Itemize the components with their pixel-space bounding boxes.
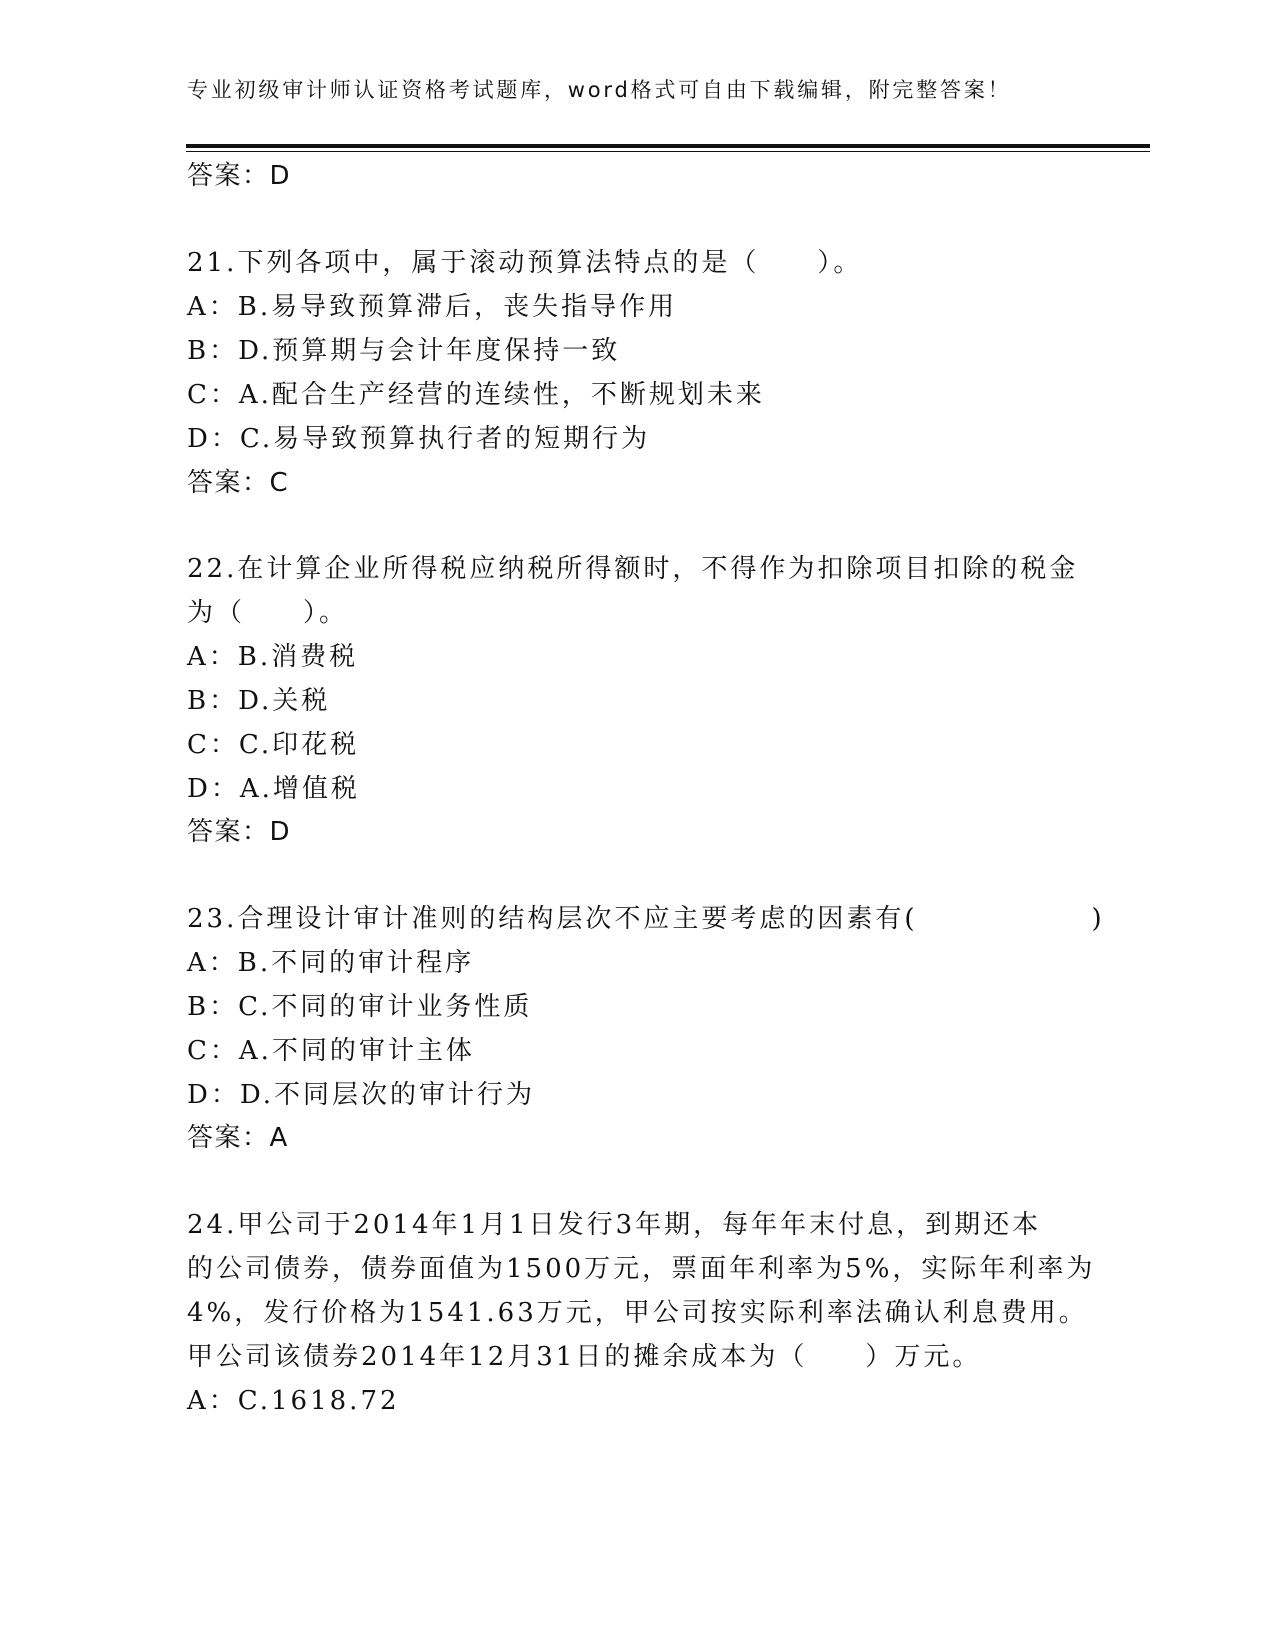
question-stem-continued: 4%，发行价格为1541.63万元，甲公司按实际利率法确认利息费用。	[187, 1298, 1088, 1328]
option-d: D：A.增值税	[187, 774, 360, 804]
answer-line: 答案：D	[187, 817, 292, 847]
page-header: 专业初级审计师认证资格考试题库，word格式可自由下载编辑，附完整答案！	[187, 78, 1012, 102]
question-stem: 21.下列各项中，属于滚动预算法特点的是（ ）。	[187, 248, 863, 278]
question-stem-continued: 的公司债券，债券面值为1500万元，票面年利率为5%，实际年利率为	[187, 1254, 1096, 1284]
option-a: A：C.1618.72	[187, 1386, 400, 1416]
question-stem: 24.甲公司于2014年1月1日发行3年期，每年年末付息，到期还本	[187, 1210, 1042, 1240]
option-c: C：A.配合生产经营的连续性，不断规划未来	[187, 380, 765, 410]
question-stem-continued: 甲公司该债券2014年12月31日的摊余成本为（ ）万元。	[187, 1342, 982, 1372]
option-b: B：C.不同的审计业务性质	[187, 992, 533, 1022]
option-c: C：A.不同的审计主体	[187, 1036, 475, 1066]
option-a: A：B.消费税	[187, 642, 359, 672]
question-stem: 22.在计算企业所得税应纳税所得额时，不得作为扣除项目扣除的税金	[187, 554, 1079, 584]
question-stem: 23.合理设计审计准则的结构层次不应主要考虑的因素有( )	[187, 904, 1105, 934]
option-b: B：D.关税	[187, 686, 331, 716]
answer-line: 答案：A	[187, 1123, 289, 1153]
header-rule	[186, 144, 1150, 148]
question-stem-continued: 为（ ）。	[187, 598, 349, 628]
answer-line: 答案：D	[187, 161, 292, 191]
answer-line: 答案：C	[187, 468, 290, 498]
option-b: B：D.预算期与会计年度保持一致	[187, 336, 621, 366]
option-d: D：D.不同层次的审计行为	[187, 1080, 536, 1110]
header-rule-thin	[186, 151, 1150, 152]
option-c: C：C.印花税	[187, 730, 360, 760]
option-a: A：B.易导致预算滞后，丧失指导作用	[187, 292, 678, 322]
option-d: D：C.易导致预算执行者的短期行为	[187, 424, 651, 454]
option-a: A：B.不同的审计程序	[187, 948, 475, 978]
